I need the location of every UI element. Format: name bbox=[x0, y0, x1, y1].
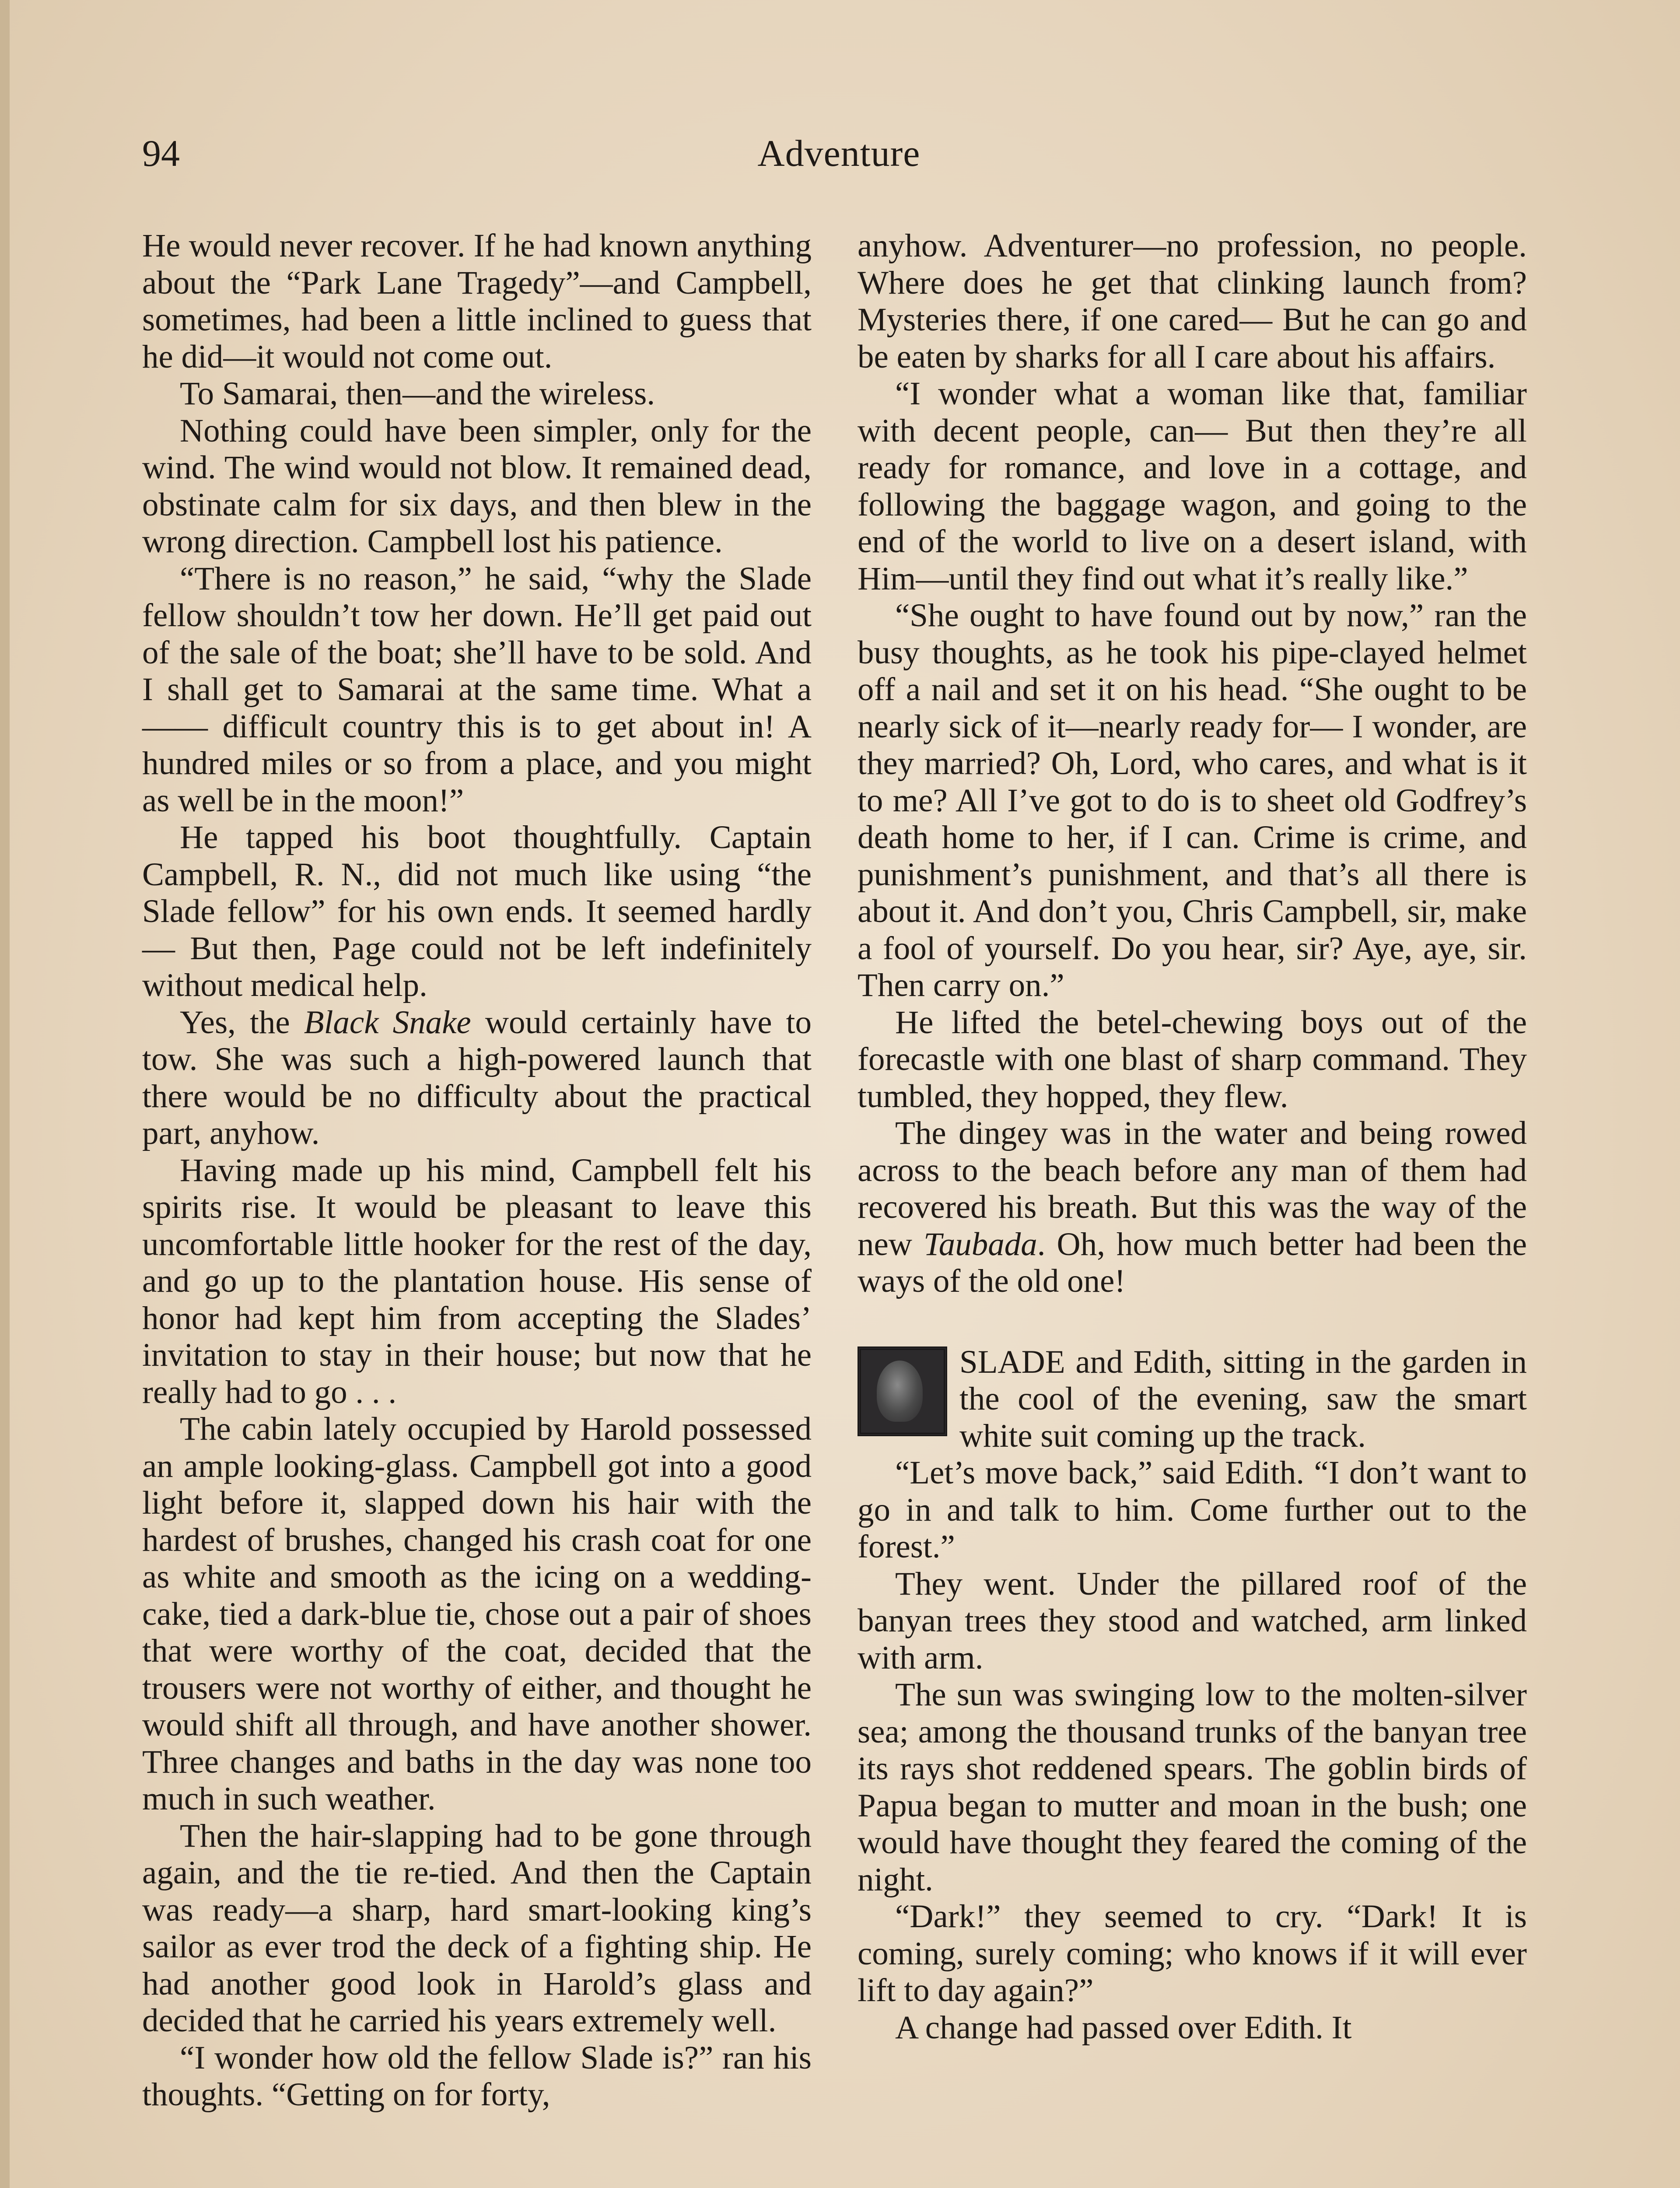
running-title: Adventure bbox=[757, 132, 920, 174]
paragraph: To Samarai, then—and the wireless. bbox=[180, 375, 655, 412]
paragraph: Nothing could have been simpler, only for the wind. The wind would not blow. It remained dead, obstinate calm for six days, and then blew in the wrong direction. Campbell lost his patience. bbox=[142, 412, 812, 560]
paragraph: They went. Under the pillared roof of the banyan trees they stood and watched, arm linked with arm. bbox=[858, 1565, 1527, 1676]
page-edge bbox=[0, 0, 10, 2188]
paragraph: He tapped his boot thoughtfully. Captain Campbell, R. N., did not much like using “the Slade fellow” for his own ends. It seemed hardly— But then, Page could not be left indefinitely without medical help. bbox=[142, 819, 812, 1003]
section-break bbox=[858, 1300, 1527, 1344]
paragraph: “I wonder how old the fellow Slade is?” ran his thoughts. “Getting on for forty, bbox=[142, 2039, 812, 2113]
paragraph: The sun was swinging low to the molten-silver sea; among the thousand trunks of the banyan tree its rays shot reddened spears. The goblin birds of Papua began to mutter and moan in the bush; one would have thought they feared the coming of the night. bbox=[858, 1676, 1527, 1898]
paragraph: SLADE and Edith, sitting in the garden in the cool of the evening, saw the smart white suit coming up the track. bbox=[959, 1343, 1527, 1454]
paragraph: Having made up his mind, Campbell felt his spirits rise. It would be pleasant to leave this uncomfortable little hooker for the rest of the day, and go up to the plantation house. His sense of honor had kept him from accepting the Slades’ invitation to stay in their house; but now that he really had to go . . . bbox=[142, 1152, 812, 1410]
page-number: 94 bbox=[142, 132, 180, 174]
paragraph: “I wonder what a woman like that, familiar with decent people, can— But then they’re all ready for romance, and love in a cottage, and following the baggage wagon, and going to the end of the world to live on a desert island, with Him—until they find out what it’s really like.” bbox=[858, 375, 1527, 597]
text-column-left bbox=[142, 228, 812, 2114]
text-column-right bbox=[858, 228, 1527, 2046]
paragraph: The cabin lately occupied by Harold possessed an ample looking-glass. Campbell got into a good light before it, slapped down his hair with the hardest of brushes, changed his crash coat for one as white and smooth as the icing on a wedding-cake, tied a dark-blue tie, chose out a pair of shoes that were worthy of the coat, decided that the trousers were not worthy of either, and thought he would shift all through, and have another shower. Three changes and baths in the day was none too much in such weather. bbox=[142, 1411, 812, 1817]
paragraph bbox=[858, 1115, 1527, 1300]
paragraph: He would never recover. If he had known anything about the “Park Lane Tragedy”—and Campbell, sometimes, had been a little inclined to guess that he did—it would not come out. bbox=[142, 228, 812, 375]
title-name: Taubada bbox=[923, 1226, 1037, 1262]
paragraph: He lifted the betel-chewing boys out of the forecastle with one blast of sharp command. They tumbled, they hopped, they flew. bbox=[858, 1004, 1527, 1115]
text-run: would certainly have to tow. She was such a high-powered launch that there would be no difficulty about the practical part, anyhow. bbox=[142, 1004, 812, 1151]
paragraph: “Dark!” they seemed to cry. “Dark! It is coming, surely coming; who knows if it will ever lift to day again?” bbox=[858, 1898, 1527, 2009]
paragraph: “Let’s move back,” said Edith. “I don’t want to go in and talk to him. Come further out to the forest.” bbox=[858, 1455, 1527, 1565]
paragraph: A change had passed over Edith. It bbox=[895, 2009, 1352, 2046]
ship-name: Black Snake bbox=[304, 1004, 471, 1041]
paragraph: Then the hair-slapping had to be gone through again, and the tie re-tied. And then the Captain was ready—a sharp, hard smart-looking king’s sailor as ever trod the deck of a fighting ship. He had another good look in Harold’s glass and decided that he carried his years extremely well. bbox=[142, 1817, 812, 2039]
text-run: . Oh, how much better had been the ways of the old one! bbox=[858, 1226, 1527, 1299]
text-run: Yes, the bbox=[180, 1004, 304, 1041]
paragraph bbox=[142, 1004, 812, 1152]
paragraph: anyhow. Adventurer—no profession, no people. Where does he get that clinking launch from? Mysteries there, if one cared— But he can go and be eaten by sharks for all I care about his affairs. bbox=[858, 228, 1527, 375]
paragraph: “There is no reason,” he said, “why the Slade fellow shouldn’t tow her down. He’ll get paid out of the sale of the boat; she’ll have to be sold. And I shall get to Samarai at the same time. What a —— difficult country this is to get about in! A hundred miles or so from a place, and you might as well be in the moon!” bbox=[142, 560, 812, 819]
page-header bbox=[142, 131, 1536, 184]
section-opening bbox=[858, 1344, 1527, 1455]
paragraph: “She ought to have found out by now,” ran the busy thoughts, as he took his pipe-clayed helmet off a nail and set it on his head. “She ought to be nearly sick of it—nearly ready for— I wonder, are they married? Oh, Lord, who cares, and what is it to me? All I’ve got to do is to sheet old Godfrey’s death home to her, if I can. Crime is crime, and punishment’s punishment, and that’s all there is about it. And don’t you, Chris Campbell, sir, make a fool of yourself. Do you hear, sir? Aye, aye, sir. Then carry on.” bbox=[858, 597, 1527, 1003]
drop-cap-illustration bbox=[858, 1346, 947, 1436]
text-run: The dingey was in the water and being rowed across to the beach before any man of them had recovered his breath. But this was the way of the new bbox=[858, 1115, 1527, 1262]
